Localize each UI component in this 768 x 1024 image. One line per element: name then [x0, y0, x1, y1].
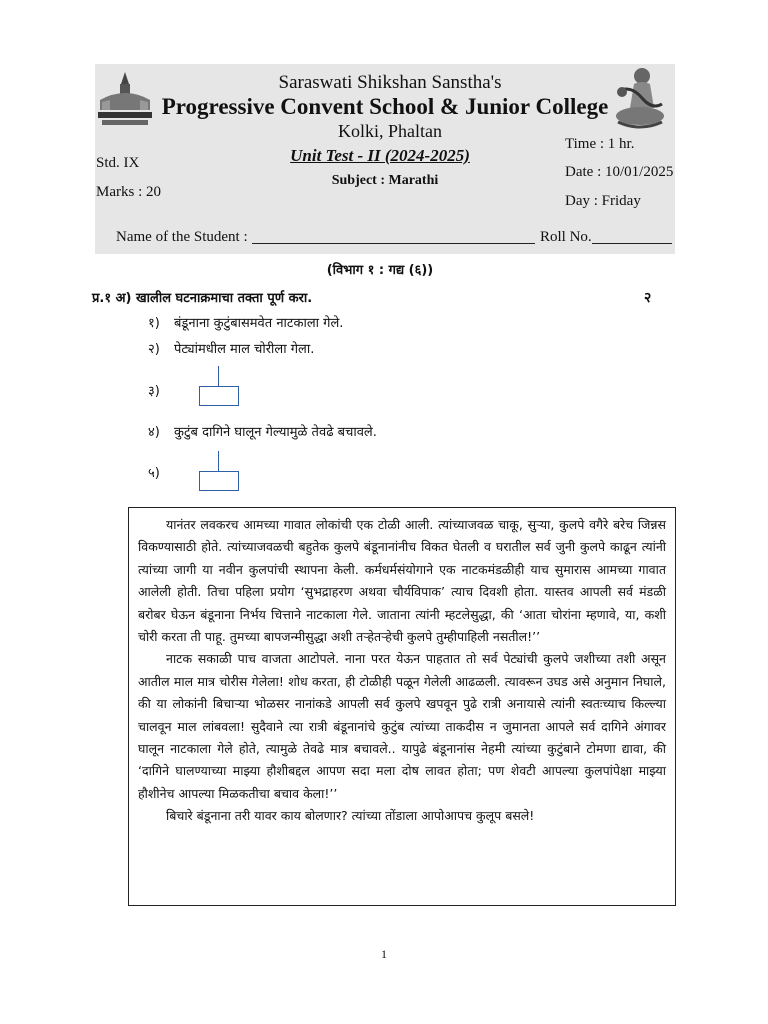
- sequence-item: [148, 313, 343, 331]
- item-number: २): [148, 342, 160, 357]
- trust-name: Saraswati Shikshan Sanstha's: [278, 72, 502, 93]
- day-label: Day : Friday: [565, 193, 641, 209]
- roll-no-label: Roll No.: [540, 229, 592, 245]
- school-crest-icon: [96, 70, 154, 128]
- school-name: Progressive Convent School & Junior College: [161, 94, 609, 119]
- passage-box: [128, 507, 676, 906]
- school-location: Kolki, Phaltan: [338, 121, 442, 141]
- item-text: पेट्यांमधील माल चोरीला गेला.: [174, 342, 315, 357]
- answer-box-5[interactable]: [199, 471, 239, 491]
- section-title: (विभाग १ : गद्य (६)): [326, 263, 434, 278]
- question-heading: प्र.१ अ) खालील घटनाक्रमाचा तक्ता पूर्ण करा.: [92, 291, 313, 306]
- item-text: कुटुंब दागिने घालून गेल्यामुळे तेवढे बचावले.: [174, 425, 377, 440]
- student-name-label: Name of the Student :: [116, 229, 248, 245]
- connector-line: [218, 366, 219, 386]
- sequence-item: [148, 463, 174, 481]
- sequence-item: [148, 422, 377, 440]
- page-number: 1: [381, 947, 387, 961]
- test-name: Unit Test - II (2024-2025): [290, 146, 470, 165]
- connector-line: [218, 451, 219, 471]
- answer-box-3[interactable]: [199, 386, 239, 406]
- passage-paragraph: नाटक सकाळी पाच वाजता आटोपले. नाना परत येऊन पाहतात तो सर्व पेट्यांची कुलपे जशीच्या तशी असून आतील माल मात्र चोरीस गेलेला! शोध करता, ही टोळीही पळून गेलेली आढळली. त्यावरून उघड असे अनुमान निघाले, की या लोकांनी बिचाऱ्या भोळसर नानांकडे आपली सर्व कुलपे खपवून पुढे रात्री अनायासे त्यांनी स्वतःच्याच किल्ल्या चालवून माल लांबवला! सुदैवाने त्या रात्री बंडूनानांचे कुटुंब त्यांच्या ताकदीस न जुमानता आपले सर्व दागिने अंगावर घालून नाटकाला गेले होते, त्यामुळे तेवढे मात्र बचावले.. यापुढे बंडूनानांस नेहमी त्यांच्या कुटुंबाने टोमणा द्यावा, की ‘दागिने घालण्याच्या माझ्या हौशीबद्दल आपण सदा मला दोष लावत होता; पण शेवटी आपल्या कुलपांपेक्षा माझ्या हौशीनेच आपल्या मिळकतीचा बचाव केला!’’: [138, 651, 666, 801]
- item-number: ५): [148, 466, 160, 481]
- item-number: ४): [148, 425, 160, 440]
- roll-no-blank[interactable]: [592, 243, 672, 244]
- passage-paragraph: बिचारे बंडूनाना तरी यावर काय बोलणार? त्यांच्या तोंडाला आपोआपच कुलूप बसले!: [166, 808, 535, 824]
- question-marks: २: [644, 290, 652, 306]
- student-name-blank[interactable]: [252, 243, 535, 244]
- sequence-item: [148, 339, 314, 357]
- date-label: Date : 10/01/2025: [565, 164, 674, 180]
- time-label: Time : 1 hr.: [565, 136, 635, 152]
- passage-paragraph: यानंतर लवकरच आमच्या गावात लोकांची एक टोळी आली. त्यांच्याजवळ चाकू, सुऱ्या, कुलपे वगैरे बरेच जिन्नस विकण्यासाठी होते. त्यांच्याजवळची बहुतेक कुलपे बंडूनानांनीच विकत घेतली व घरातील सर्व जुनी कुलपे काढून त्यांनी त्यांच्या जागी या नवीन कुलपांची स्थापना केली. कर्मधर्मसंयोगाने एक नाटकमंडळीही याच सुमारास आमच्या गावात आलेली होती. तिचा पहिला प्रयोग ‘सुभद्राहरण अथवा चौर्यविपाक’ त्याच दिवशी होता. यास्तव आपली सर्व मंडळी बरोबर घेऊन बंडूनाना निर्भय चित्ताने नाटकाला गेले. जाताना त्यांनी म्हटलेसुद्धा, की ‘आता चोरांना म्हणावे, या, कशी चोरी करता ती पाहू. तुमच्या बापजन्मीसुद्धा अशी तऱ्हेतऱ्हेची कुलपे तुम्हीपाहिली नसतील!’’: [138, 517, 666, 645]
- subject-label: Subject : Marathi: [331, 173, 439, 188]
- std-label: Std. IX: [96, 155, 140, 171]
- item-text: बंडूनाना कुटुंबासमवेत नाटकाला गेले.: [174, 316, 344, 331]
- sequence-item: [148, 381, 174, 399]
- goddess-saraswati-icon: [612, 64, 668, 132]
- item-number: ३): [148, 384, 160, 399]
- item-number: १): [148, 316, 160, 331]
- marks-label: Marks : 20: [96, 184, 161, 200]
